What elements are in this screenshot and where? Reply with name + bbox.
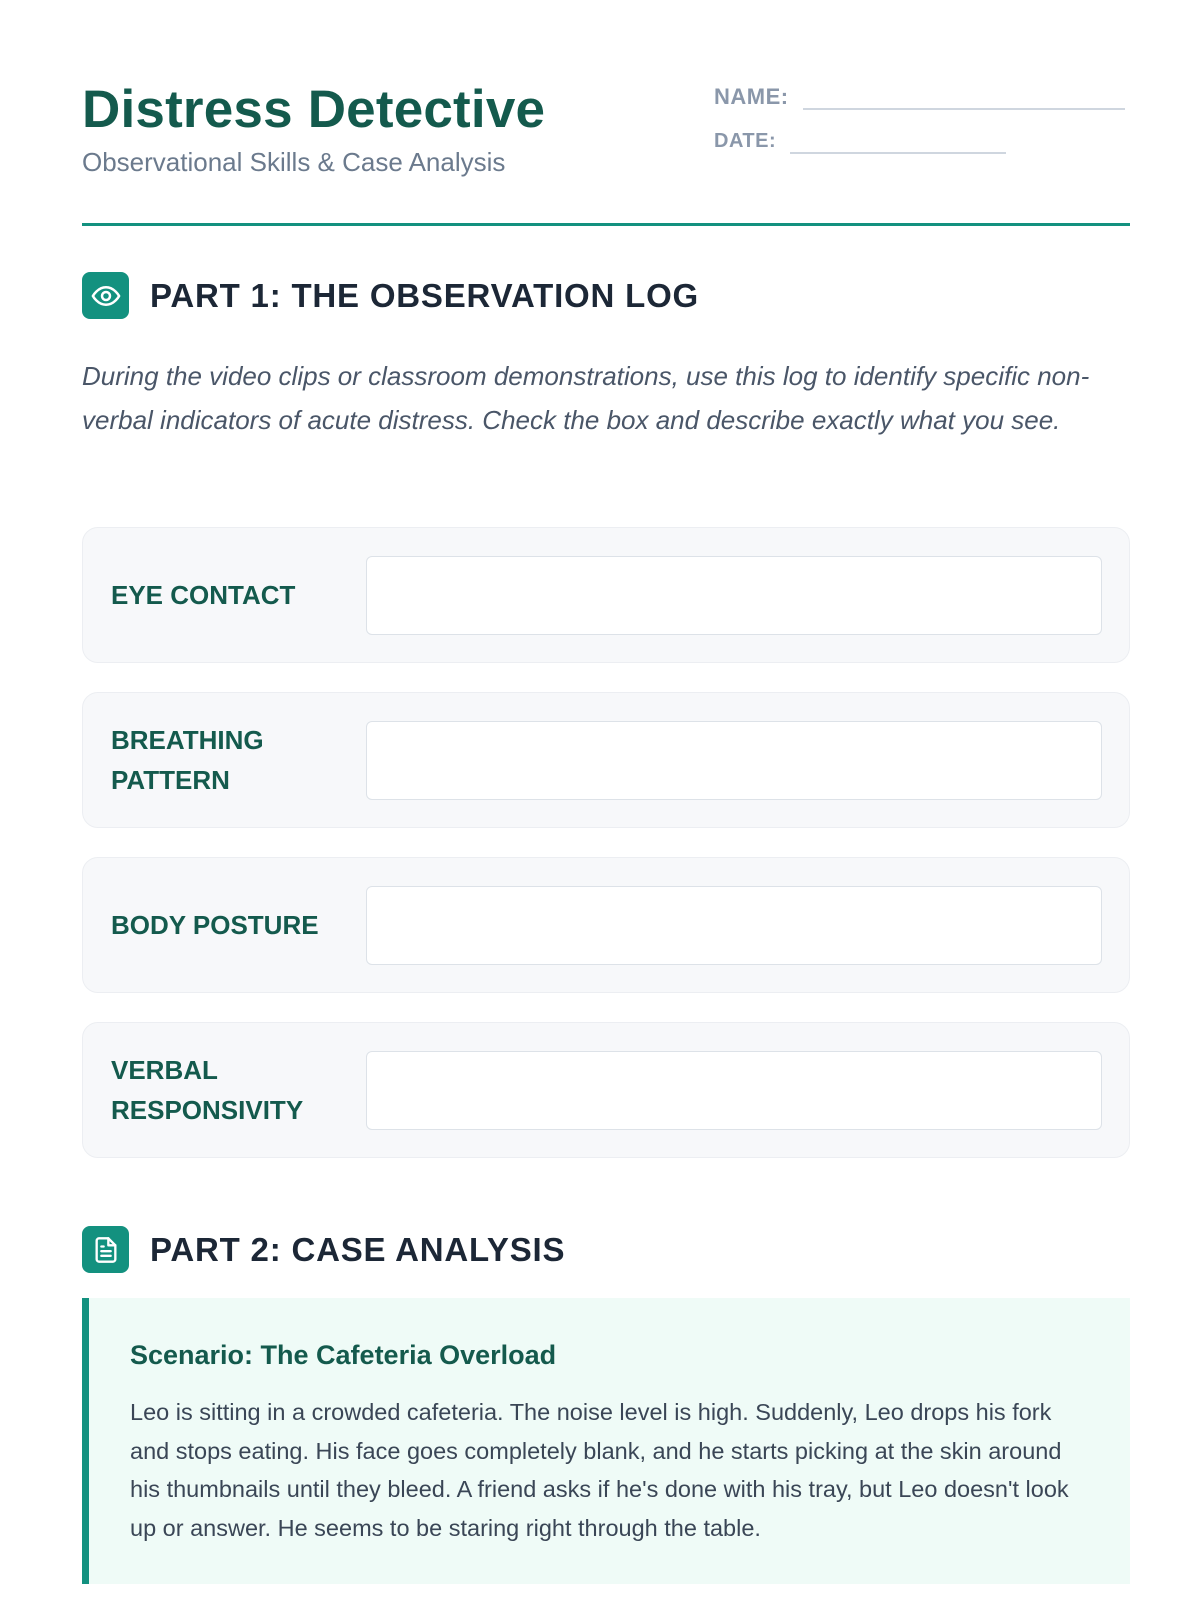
scenario-card bbox=[82, 1298, 1130, 1584]
eye-icon bbox=[82, 272, 129, 319]
observation-label-breathing-pattern: BREATHING PATTERN bbox=[111, 725, 264, 795]
part1-title: PART 1: THE OBSERVATION LOG bbox=[150, 276, 700, 314]
scenario-title: Scenario: The Cafeteria Overload bbox=[130, 1340, 557, 1370]
date-label: DATE: bbox=[714, 130, 777, 152]
date-input-line[interactable] bbox=[790, 126, 1006, 154]
name-label: NAME: bbox=[714, 84, 789, 109]
observation-row bbox=[82, 857, 1130, 993]
worksheet-header bbox=[82, 0, 1130, 226]
date-field-row bbox=[714, 126, 1006, 154]
worksheet-page bbox=[82, 0, 1130, 1541]
observation-row bbox=[82, 1022, 1130, 1158]
name-input-line[interactable] bbox=[803, 82, 1125, 110]
part2-heading bbox=[82, 1226, 565, 1273]
observation-row bbox=[82, 527, 1130, 663]
observation-input-breathing-pattern[interactable] bbox=[366, 721, 1102, 800]
observation-input-body-posture[interactable] bbox=[366, 886, 1102, 965]
observation-label-eye-contact: EYE CONTACT bbox=[111, 580, 296, 610]
observation-label-verbal-responsivity: VERBAL RESPONSIVITY bbox=[111, 1055, 304, 1125]
observation-label-body-posture: BODY POSTURE bbox=[111, 910, 319, 940]
document-icon bbox=[82, 1226, 129, 1273]
part2-title: PART 2: CASE ANALYSIS bbox=[150, 1230, 566, 1268]
worksheet-title: Distress Detective bbox=[82, 80, 546, 139]
observation-row bbox=[82, 692, 1130, 828]
worksheet-subtitle: Observational Skills & Case Analysis bbox=[82, 147, 506, 177]
name-field-row bbox=[714, 82, 1125, 110]
observation-input-eye-contact[interactable] bbox=[366, 556, 1102, 635]
part1-instructions: During the video clips or classroom demonstrations, use this log to identify specific non-verbal indicators of acute distress. Check the box and describe exactly what you see. bbox=[82, 361, 1090, 435]
observation-input-verbal-responsivity[interactable] bbox=[366, 1051, 1102, 1130]
part1-heading bbox=[82, 272, 699, 319]
scenario-text: Leo is sitting in a crowded cafeteria. The noise level is high. Suddenly, Leo drops his fork and stops eating. His face goes completely blank, and he starts picking at the skin around his thumbnails until they bleed. A friend asks if he's done with his tray, but Leo doesn't look up or answer. He seems to be staring right through the table. bbox=[130, 1399, 1069, 1541]
